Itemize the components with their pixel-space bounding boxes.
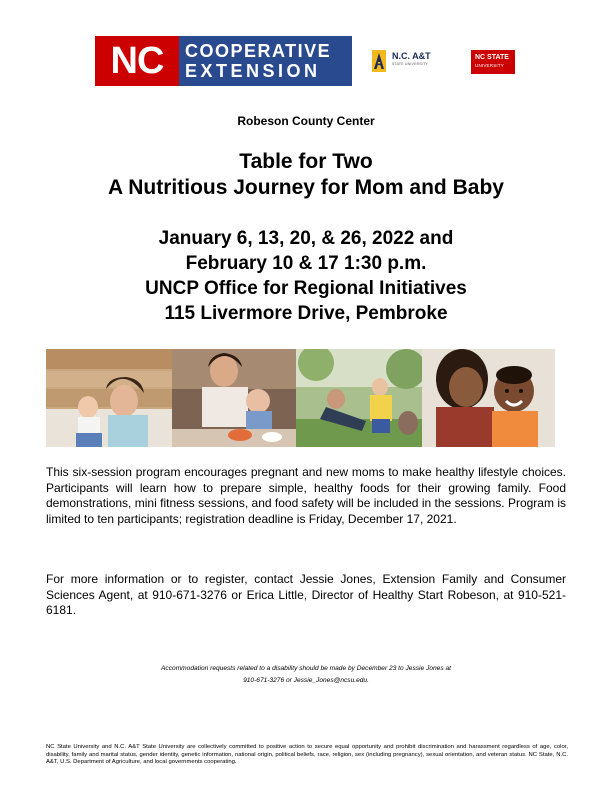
extension-logo-nc: NC bbox=[95, 36, 179, 86]
accommodation-line2: 910-671-3276 or Jessie_Jones@ncsu.edu. bbox=[243, 677, 369, 684]
ncat-subtitle: STATE UNIVERSITY bbox=[392, 62, 428, 66]
logo-bar bbox=[0, 36, 612, 88]
extension-logo-line2: EXTENSION bbox=[185, 61, 321, 81]
program-description: This six-session program encourages pregnant and new moms to make healthy lifestyle choices. Participants will learn how to prepare simple, healthy foods for their growing family. Food demonstrations, mini fitness sessions, and food safety will be included in the sessions. Program is limited to ten participants; registration deadline is Friday, December 17, 2021. bbox=[46, 465, 566, 526]
equal-opportunity-statement: NC State University and N.C. A&T State University are collectively committed to positive action to secure equal opportunity and prohibit discrimination and harassment regardless of age, color, disability, family and marital status, gender identity, genetic information, national origin, political beliefs, race, religion, sex (including pregnancy), sexual orientation, and veteran status. NC State, N.C. A&T, U.S. Department of Agriculture, and local governments cooperating. bbox=[46, 744, 568, 766]
title-line1: Table for Two bbox=[239, 150, 373, 173]
title-line2: A Nutritious Journey for Mom and Baby bbox=[108, 176, 504, 199]
event-details bbox=[0, 226, 612, 326]
venue-line: UNCP Office for Regional Initiatives bbox=[145, 278, 467, 299]
dates-line2: February 10 & 17 1:30 p.m. bbox=[185, 253, 427, 274]
accommodation-line1: Accommodation requests related to a disability should be made by December 23 to Jessie Jones at bbox=[161, 665, 451, 672]
mother-feeding-child-photo bbox=[172, 349, 296, 447]
photo-strip bbox=[46, 349, 555, 447]
county-center: Robeson County Center bbox=[237, 114, 375, 128]
accommodation-note bbox=[100, 663, 512, 687]
ncsu-logo bbox=[471, 50, 515, 74]
ncat-logo bbox=[372, 50, 442, 74]
extension-logo-words bbox=[179, 36, 352, 86]
cooperative-extension-logo bbox=[95, 36, 352, 86]
ncat-emblem-icon bbox=[372, 50, 386, 72]
ncsu-logo-line2: UNIVERSITY bbox=[475, 63, 505, 68]
mother-and-smiling-baby-photo bbox=[422, 349, 555, 447]
extension-logo-line1: COOPERATIVE bbox=[185, 41, 332, 61]
ncsu-logo-line1: NC STATE bbox=[475, 54, 509, 61]
address-line: 115 Livermore Drive, Pembroke bbox=[164, 303, 448, 324]
dates-line1: January 6, 13, 20, & 26, 2022 and bbox=[158, 228, 454, 249]
mother-and-baby-on-floor-photo bbox=[46, 349, 172, 447]
event-title bbox=[0, 149, 612, 201]
mothers-exercising-with-toddler-photo bbox=[296, 349, 422, 447]
ncat-name: N.C. A&T bbox=[392, 51, 431, 61]
contact-information: For more information or to register, contact Jessie Jones, Extension Family and Consumer Sciences Agent, at 910-671-3276 or Erica Little, Director of Healthy Start Robeson, at 910-521-6181. bbox=[46, 572, 566, 618]
